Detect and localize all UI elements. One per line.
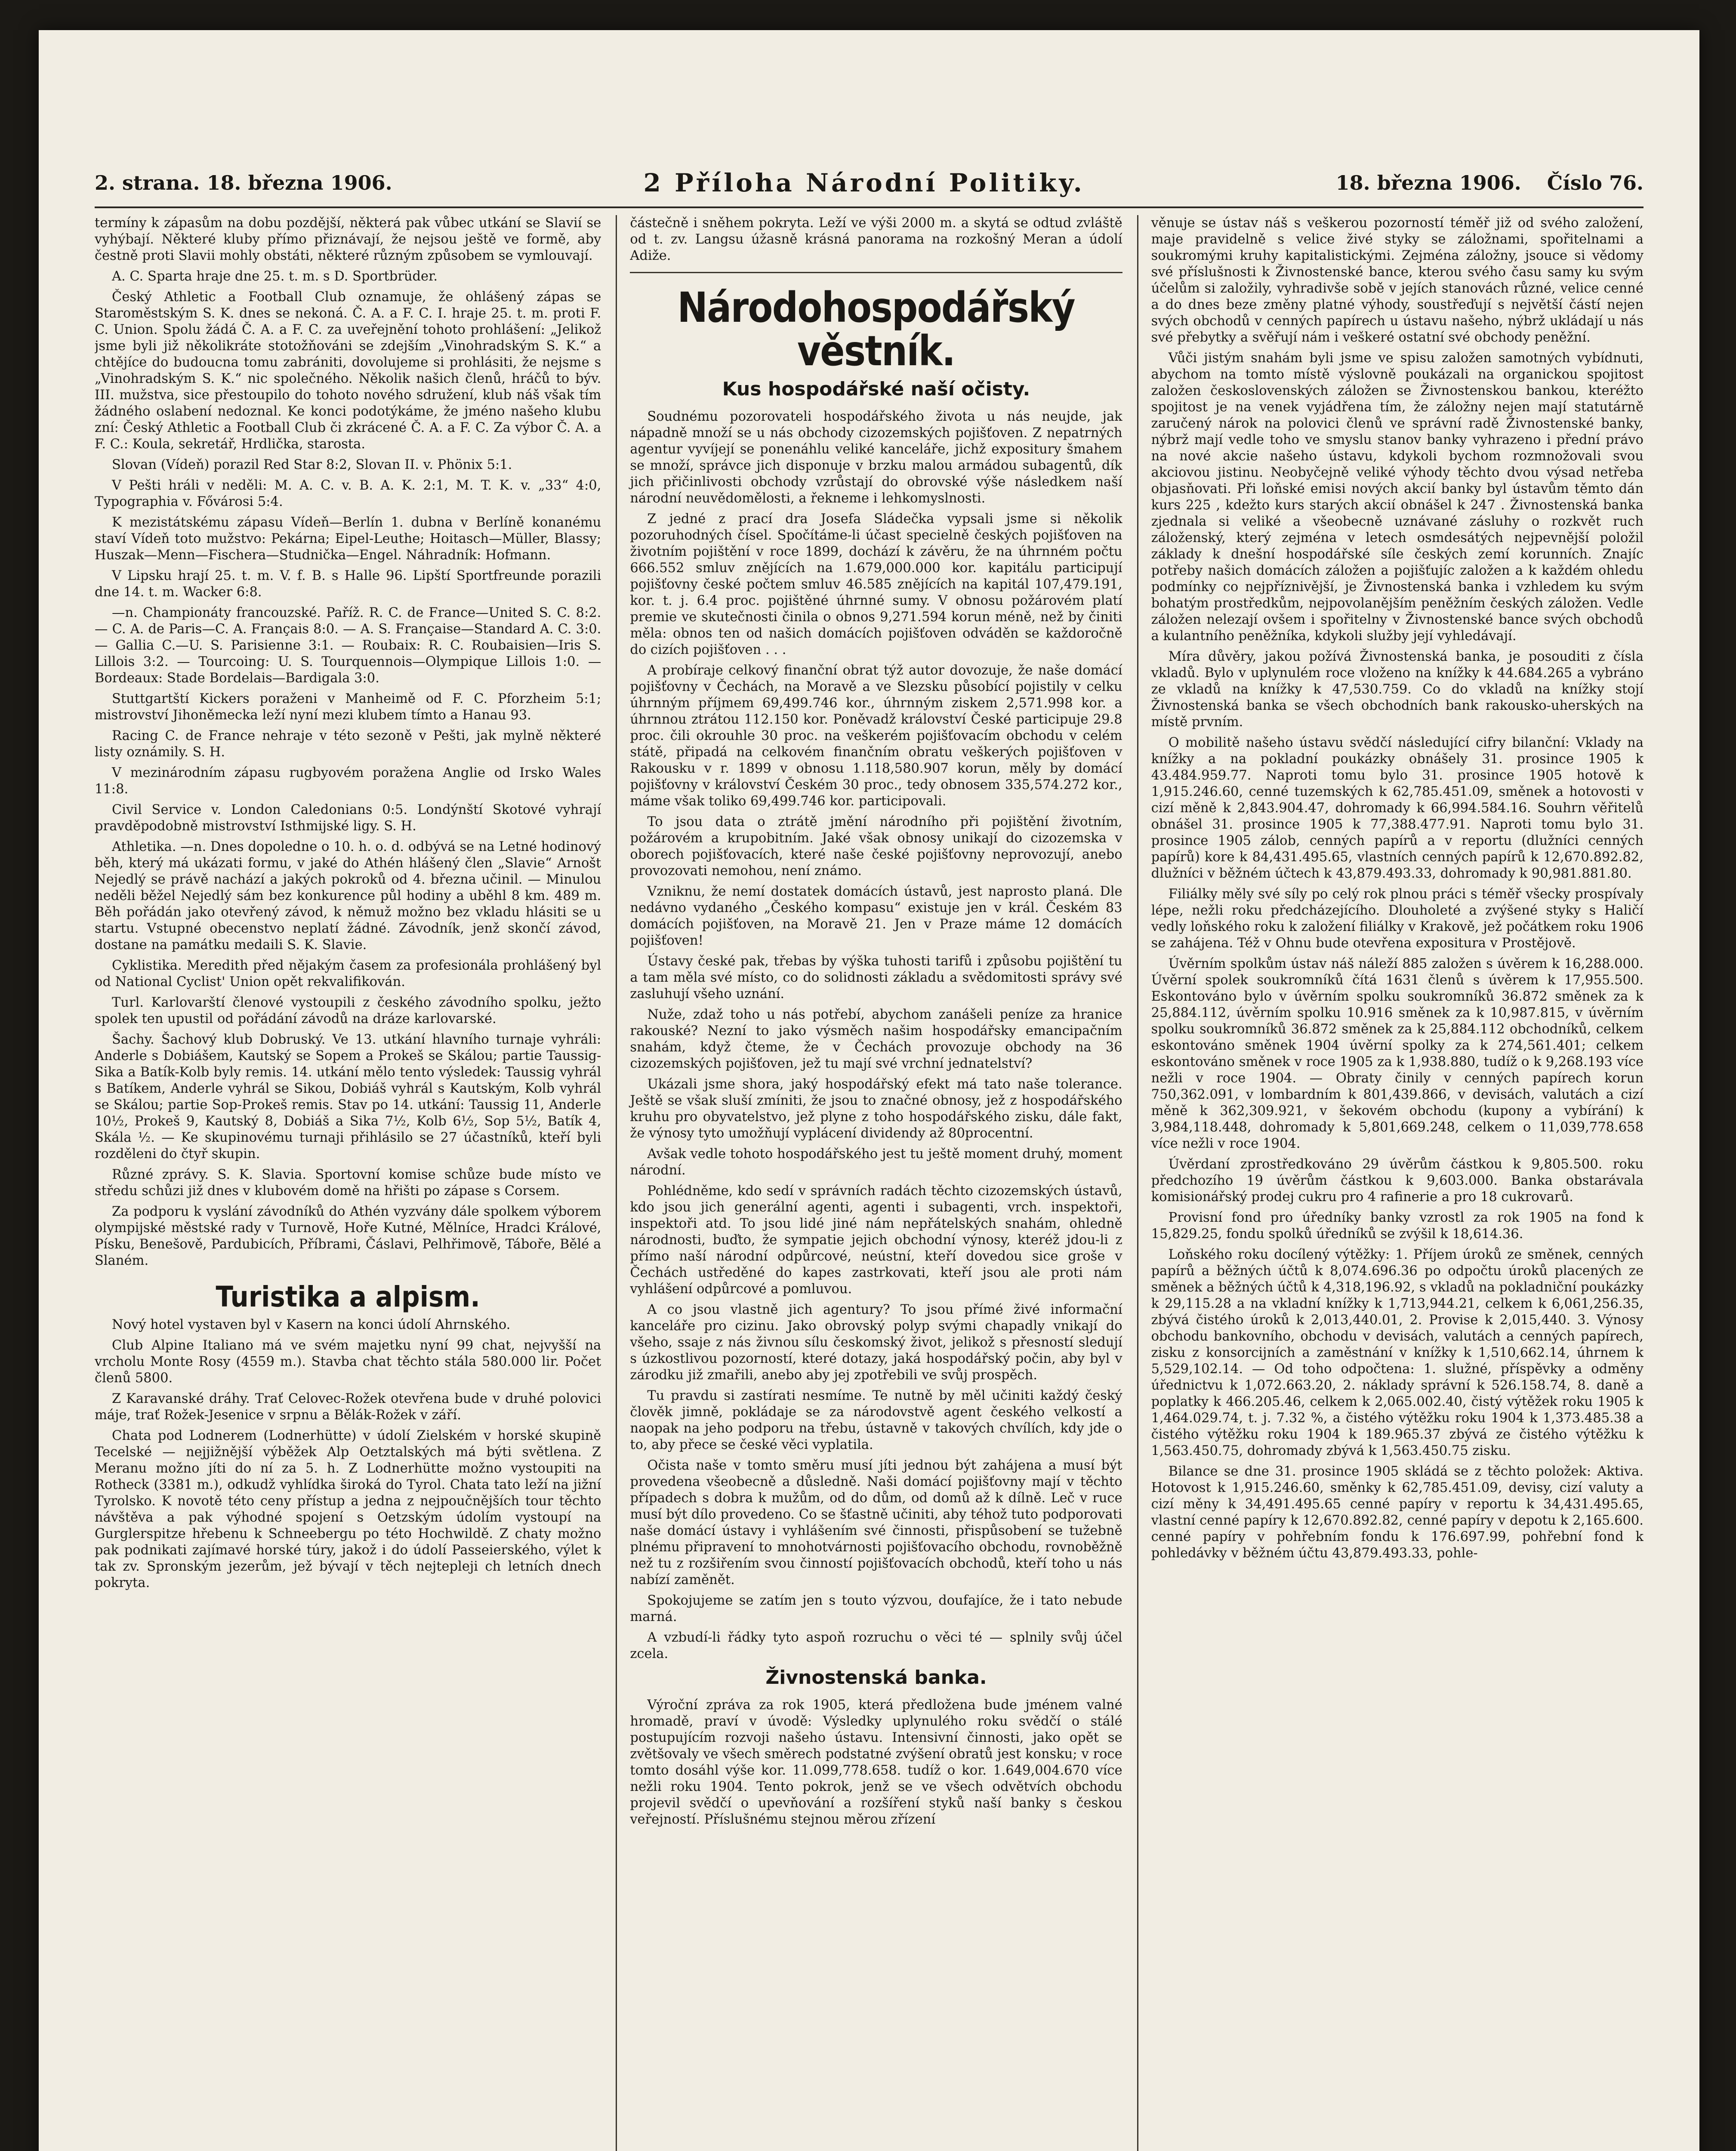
paragraph: částečně i sněhem pokryta. Leží ve výši 2000 m. a skytá se odtud zvláště od t. zv. Langsu úžasně krásná panorama na rozkošný Meran a údolí Adiže.	[630, 216, 1122, 263]
paragraph: Úvěrním spolkům ústav náš náleží 885 založen s úvěrem k 16,288.000. Úvěrní spolek soukromníků čítá 1631 členů s úvěrem k 17,955.500. Eskontováno bylo v úvěrním spolku soukromníků 36.872 směnek za k 25,884.112, úvěrním spolku 10.916 směnek za k 10,987.815, v úvěrním spolku soukromníků 36.872 směnek za k 25,884.112 obchodníků, celkem eskontováno směnek 1904 úvěrní spolky za k 274,561.401; celkem eskontováno směnek v roce 1905 za k 1,938.880, tudíž o k 9,268.193 více nežli v roce 1904. — Obraty činily v cenných papírech korun 750,362.091, v lombardním k 801,439.866, v devisách, valutách a cizí měně k 362,309.921, v šekovém obchodu (kupony a vybírání) k 3,984,118.448, dohromady k 5,801,669.248, celkem o 11,039,778.658 více nežli v roce 1904.	[1151, 956, 1643, 1151]
column-3	[1137, 215, 1643, 2151]
paragraph: Ukázali jsme shora, jaký hospodářský efekt má tato naše tolerance. Ještě se však sluší zmíniti, že jsou to značné obnosy, jež z hospodářského kruhu pro obyvatelstvo, jež plyne z toho hospodářského zisku, dále fakt, že výnosy tyto umožňují vyplácení dividendy až 80procentní.	[630, 1076, 1122, 1141]
paragraph: A vzbudí-li řádky tyto aspoň rozruchu o věci té — splnily svůj účel zcela.	[630, 1630, 1122, 1661]
section-heading-vestnik: Národohospodářský věstník.	[677, 284, 1075, 375]
paragraph: Loňského roku docílený výtěžky: 1. Příjem úroků ze směnek, cenných papírů a běžných účtů k 8,074.696.36 po odpočtu úroků placených ze směnek a běžných účtů k 4,318,196.92, s vkladů na pokladniční poukázky k 29,115.28 a na vkladní knížky k 1,713,944.21, celkem k 6,061,256.35, zbývá čistého úroků k 2,013,440.01, 2. Provise k 2,015,440. 3. Výnosy obchodu bankovního, obchodu v devisách, valutách a cenných papírech, zisku z konsorcijních a zaměstnání v knížky k 1,510,662.14, úhrnem k 5,529,102.14. — Od toho odpočtena: 1. služné, příspěvky a odměny úřednictvu k 1,072.663.20, 2. náklady správní k 526.158.74, 8. daně a poplatky k 466.205.46, celkem k 2,065.002.40, čistý výtěžek roku 1905 k 1,464.029.74, t. j. 7.32 %, a čistého výtěžku roku 1904 k 1,373.485.38 a čistého výtěžku roku 1904 k 189.965.37 zbývá ze čistého výtěžku k 1,563.450.75, dohromady zbývá k 1,563.450.75 zisku.	[1151, 1247, 1643, 1458]
paragraph: —n. Championáty francouzské. Paříž. R. C. de France—United S. C. 8:2. — C. A. de Paris—C. A. Français 8:0. — A. S. Française—Standard A. C. 3:0. — Gallia C.—U. S. Parisienne 3:1. — Roubaix: R. C. Roubaisien—Iris S. Lillois 3:2. — Tourcoing: U. S. Tourquennois—Olympique Lillois 1:0. — Bordeaux: Stade Bordelais—Bardigala 3:0.	[95, 605, 601, 686]
paragraph: Cyklistika. Meredith před nějakým časem za profesionála prohlášený byl od National Cyclist' Union opět rekvalifikován.	[95, 958, 601, 989]
text-columns	[95, 215, 1643, 2151]
paragraph: Očista naše v tomto směru musí jíti jednou být zahájena a musí být provedena všeobecně a důsledně. Naši domácí pojišťovny mají v těchto případech s dobra k mužům, od do dům, od domů až k dílně. Leč v ruce musí být dílo provedeno. Co se šťastně učiniti, aby téhož tuto podporovati naše domácí ústavy i vyhlášením své činnosti, přispůsobení se tužebně plnému připravení to mnohotvárnosti pojišťovacího obchodu, rovnoběžně než tu z rozšiřením svou činností pojišťovacích obchodů, kteří toho u nás nabízí zaměnět.	[630, 1458, 1122, 1587]
paragraph: Club Alpine Italiano má ve svém majetku nyní 99 chat, nejvyšší na vrcholu Monte Rosy (4559 m.). Stavba chat těchto stála 580.000 lir. Počet členů 5800.	[95, 1338, 601, 1386]
paragraph: V mezinárodním zápasu rugbyovém poražena Anglie od Irsko Wales 11:8.	[95, 765, 601, 797]
paragraph: V Lipsku hrají 25. t. m. V. f. B. s Halle 96. Lipští Sportfreunde porazili dne 14. t. m. Wacker 6:8.	[95, 568, 601, 600]
paragraph: Nový hotel vystaven byl v Kasern na konci údolí Ahrnského.	[112, 1317, 511, 1333]
newspaper-page	[39, 30, 1699, 2151]
page-header	[95, 159, 1643, 208]
paragraph: Míra důvěry, jakou požívá Živnostenská banka, je posouditi z čísla vkladů. Bylo v uplynulém roce vloženo na knížky k 44.684.265 a vybráno ze vkladů na knížky k 47,530.759. Co do vkladů na knížky stojí Živnostenská banka se všech obchodních bank rakousko-uherských na místě prvním.	[1151, 649, 1643, 730]
section-heading-turistika: Turistika a alpism.	[216, 1280, 480, 1313]
paragraph: Různé zprávy. S. K. Slavia. Sportovní komise schůze bude místo ve středu schůzi již dnes v klubovém domě na hřišti po zápase s Corsem.	[95, 1167, 601, 1199]
paragraph: Racing C. de France nehraje v této sezoně v Pešti, jak mylně některé listy oznámily. S. H.	[95, 728, 601, 760]
paragraph: A. C. Sparta hraje dne 25. t. m. s D. Sportbrüder.	[112, 269, 438, 284]
column-1	[95, 215, 601, 2151]
paragraph: Z Karavanské dráhy. Trať Celovec-Rožek otevřena bude v druhé polovici máje, trať Rožek-Jesenice v srpnu a Bělák-Rožek v září.	[95, 1391, 601, 1423]
paragraph: Český Athletic a Football Club oznamuje, že ohlášený zápas se Staroměstským S. K. dnes se nekoná. Č. A. a F. C. I. hraje 25. t. m. proti F. C. Union. Spolu žádá Č. A. a F. C. za uveřejnění tohoto prohlášení: „Jelikož jsme byli již několikráte stotožňováni se zdejším „Vinohradským S. K.“ a chtějíce do budoucna tomu zabrániti, dovolujeme si prohlásiti, že nejsme s „Vinohradským S. K.“ nic společného. Několik našich členů, hráčů to býv. III. mužstva, sice přestoupilo do tohoto nového sdružení, klub náš však tím žádného oslabení nedoznal. Ke konci podotýkáme, že jméno našeho klubu zní: Český Athletic a Football Club či zkrácené Č. A. a F. C. Za výbor Č. A. a F. C.: Koula, sekretář, Hrdlička, starosta.	[95, 290, 601, 452]
paragraph: Chata pod Lodnerem (Lodnerhütte) v údolí Zielském v horské skupině Tecelské — nejjižnější výběžek Alp Oetztalských má býti světlena. Z Meranu možno jíti do ní za 5. h. Z Lodnerhütte možno vystoupiti na Rotheck (3381 m.), odkudž vyhlídka široká do Tyrol. Chata tato leží na jižní Tyrolsko. K novotě této ceny přístup a jedna z nejpoučnějších tour těchto návštěva a pak výhodné spojení s Oetzským údolím vystoupí na Gurglerspitze hřebenu k Schneebergu po této Hochwildě. Z chaty možno pak podnikati zajímavé horské túry, jakož i do údolí Passeierského, výlet k tak zv. Spronským jezerům, jež bývají v těch nejtepleji ch letních dnech pokryta.	[95, 1428, 601, 1591]
paragraph: Vzniknu, že nemí dostatek domácích ústavů, jest naprosto planá. Dle nedávno vydaného „Českého kompasu“ existuje jen v král. Českém 83 domácích pojišťoven, na Moravě 21. Jen v Praze máme 12 domácích pojišťoven!	[630, 884, 1122, 948]
masthead-title: 2 Příloha Národní Politiky.	[643, 168, 1085, 197]
paragraph: Spokojujeme se zatím jen s touto výzvou, doufajíce, že i tato nebude marná.	[630, 1593, 1122, 1624]
paragraph: Ústavy české pak, třebas by výška tuhosti tarifů i způsobu pojištění tu a tam měla své místo, co do solidnosti základu a svědomitosti správy své zasluhují všeho uznání.	[630, 953, 1122, 1002]
paragraph: Pohlédněme, kdo sedí v správních radách těchto cizozemských ústavů, kdo jsou jich generální agenti, agenti i subagenti, vrch. inspektoři, inspektoři atd. To jsou lidé jiné nám nepřátelských snahám, ohledně národnosti, buďto, že sympatie jejich obchodní výnosy, kteréž jdou-li z přímo naší národní odpůrcové, neústní, kteří dovedou sice groše v Čechách ustředěné do kapes zastrkovati, kteří jsou ale proti nám vyhlášení odpůrcové a pomluvou.	[630, 1183, 1122, 1297]
paragraph: To jsou data o ztrátě jmění národního při pojištění životním, požárovém a krupobitním. Jaké však obnosy unikají do cizozemska v oborech pojišťovacích, které naše české pojišťovny neprovozují, anebo provozovati nemohou, není známo.	[630, 814, 1122, 878]
paragraph: Výroční zpráva za rok 1905, která předložena bude jménem valné hromadě, praví v úvodě: Výsledky uplynulého roku svědčí o stálé postupujícím rozvoji našeho ústavu. Intensivní činnosti, jako opět se zvětšovaly ve všech směrech podstatné zvýšení obratů jest konsku; v roce tomto dosáhl výše kor. 11.099,778.658. tudíž o kor. 1.649,004.670 více nežli roku 1904. Tento pokrok, jenž se ve všech odvětvích obchodu projevil svědčí o upevňování a rozšíření styků naší banky s českou veřejností. Příslušnému stejnou měrou zřízení	[630, 1697, 1122, 1827]
header-right	[1336, 171, 1643, 194]
paragraph: Stuttgartští Kickers poraženi v Manheimě od F. C. Pforzheim 5:1; mistrovství Jihoněmecka leží nyní mezi klubem tímto a Hanau 93.	[95, 691, 601, 723]
paragraph: Avšak vedle tohoto hospodářského jest tu ještě moment druhý, moment národní.	[630, 1146, 1122, 1178]
paragraph: A probíraje celkový finanční obrat týž autor dovozuje, že naše domácí pojišťovny v Čechách, na Moravě a ve Slezsku působící pojistily v celku úhrnným příjmem 69,499.746 kor., úhrnným ziskem 2,571.998 kor. a úhrnnou ztrátou 112.150 kor. Poněvadž království České participuje 29.8 proc. čili okrouhle 30 proc. na veškerém pojišťovacím obchodu v celém státě, připadá na celkovém finančním obratu veškerých pojišťoven v Rakousku v r. 1899 v obnosu 1.118,580.907 korun, měly by domácí pojišťovny v království Českém 30 proc., tedy obnosem 335,574.272 kor., máme však toliko 69,499.746 kor. participovali.	[630, 663, 1122, 809]
paragraph: Nuže, zdaž toho u nás potřebí, abychom zanášeli peníze za hranice rakouské? Nezní to jako výsměch našim hospodářsky emancipačním snahám, když čteme, že v Čechách provozuje obchody na 36 cizozemských pojišťoven, jež tu mají své vrchní jednatelství?	[630, 1007, 1122, 1071]
paragraph: Soudnému pozorovateli hospodářského života u nás neujde, jak nápadně množí se u nás obchody cizozemských pojišťoven. Z nepatrných agentur vyvíjejí se ponenáhlu veliké kanceláře, jichž expositury šmahem se množí, správce jich disponuje v brzku malou armádou subagentů, dík jich přičinlivosti obchody vzrůstají do obrovské výše následkem naší národní neuvědomělosti, a řekneme i lehkomyslnosti.	[630, 409, 1122, 506]
issue-number: Číslo 76.	[1547, 171, 1643, 194]
article-title: Kus hospodářské naší očisty.	[722, 378, 1030, 400]
paragraph: Šachy. Šachový klub Dobruský. Ve 13. utkání hlavního turnaje vyhráli: Anderle s Dobiášem, Kautský se Sopem a Prokeš se Skálou; partie Taussig-Sika a Batík-Kolb byly remis. 14. utkání mělo tento výsledek: Taussig vyhrál s Batíkem, Anderle vyhrál se Sikou, Dobiáš vyhrál s Kautským, Kolb vyhrál se Skálou; partie Sop-Prokeš remis. Stav po 14. utkání: Taussig 11, Anderle 10½, Prokeš 9, Kautský 8, Dobiáš a Sika 7½, Kolb 6½, Sop 5½, Batík 4, Skála ½. — Ke skupinovému turnaji přihlásilo se 27 účastníků, kteří byli rozděleni do čtyř skupin.	[95, 1032, 601, 1162]
paragraph: Bilance se dne 31. prosince 1905 skládá se z těchto položek: Aktiva. Hotovost k 1,915.246.60, směnky k 62,785.451.09, devisy, cizí valuty a cizí měny k 34,491.495.65 cenné papíry v reportu k 34,431.495.65, vlastní cenné papíry k 12,670.892.82, cenné papíry v depotu k 2,165.600. cenné papíry v pohřebním fondu k 176.697.99, pohřební fond k pohledávky v běžném účtu 43,879.493.33, pohle-	[1151, 1464, 1643, 1561]
paragraph: Vůči jistým snahám byli jsme ve spisu založen samotných vybídnuti, abychom na tomto místě výslovně poukázali na organickou spojitost založen československých záložen se Živnostenskou bankou, kteréžto spojitost je na venek vyjádřena tím, že záložny nejen mají statutárně zaručený nárok na polovici členů ve správní radě Živnostenské banky, nýbrž mají vedle toho ve smyslu stanov banky vyhrazeno i přední právo na nové akcie našeho ústavu, kdykoli bychom rozmnožovali svou akciovou jistinu. Neobyčejně veliké výhody těchto dvou výsad netřeba objasňovati. Při loňské emisi nových akcií banky byl ústavům těmto dán kurs 225 , kdežto kurs starých akcií obnášel k 247 . Živnostenská banka zjednala si veliké a všeobecně uznávané zásluhy o rozkvět ruch záloženský, který zejména v letech osmdesátých nejpevnější položil základy k dnešní hospodářské síle českých zemí korunních. Znajíc potřeby našich domácích záložen a pojišťujíc založen a k každém ohledu podmínky co nejpříznivější, je Živnostenská banka i vzhledem ku svým bohatým prostředkům, nejpovolanějším peněžním českých záložen. Vedle záložen nelezají ovšem i spořitelny v Živnostenské bance svých obchodů a kulantního peněžníka, kdykoli služby její vyhledávají.	[1151, 351, 1643, 644]
paragraph: věnuje se ústav náš s veškerou pozorností téměř již od svého založení, maje pravidelně s velice živé styky se záložnami, spořitelnami a soukromými kruhy kapitalistickými. Zejména záložny, jsouce si vědomy své příslušnosti k Živnostenské bance, kterou svého času samy ku svým účelům si založily, vyhradivše sobě v jejích stanovách různé, velice cenné a do dnes beze změny platné výhody, soustřeďují s největší částí nejen svých obchodů v cenných papírech u ústavu našeho, nýbrž ukládají u nás své přebytky a svěřují nám i veškeré ostatní své obchody peněžní.	[1151, 216, 1643, 345]
column-2	[616, 215, 1122, 2151]
paragraph: Athletika. —n. Dnes dopoledne o 10. h. o. d. odbývá se na Letné hodinový běh, který má ukázati formu, v jaké do Athén hlášený člen „Slavie“ Arnošt Nejedlý se právě nachází a jakých pokroků od 4. března učinil. — Minulou neděli běžel Nejedlý sám bez konkurence půl hodiny a uběhl 8 km. 489 m. Běh pořádán jako otevřený závod, k němuž možno bez vkladu hlásiti se u startu. Vstupné obecenstvo neplatí žádné. Závodník, jenž skončí závod, dostane na památku medaili S. K. Slavie.	[95, 839, 601, 952]
paragraph: A co jsou vlastně jich agentury? To jsou přímé živé informační kanceláře pro cizinu. Jako obrovský polyp svými chapadly vnikají do všeho, ssaje z nás živnou sílu českomský život, jelikož s přesností sledují s úzkostlivou pozorností, které dotazy, jaká hospodářský počin, aby byl v zárodku již zmařili, anebo aby jej zpotřebili ve svůj prospěch.	[630, 1302, 1122, 1383]
paragraph: K mezistátskému zápasu Vídeň—Berlín 1. dubna v Berlíně konanému staví Vídeň toto mužstvo: Pekárna; Eipel-Leuthe; Hoitasch—Müller, Blassy; Huszak—Menn—Fischera—Studnička—Engel. Náhradník: Hofmann.	[95, 515, 601, 563]
issue-date: 18. března 1906.	[1335, 171, 1521, 194]
paragraph: Za podporu k vyslání závodníků do Athén vyzvány dále spolkem výborem olympijské městské rady v Turnově, Hoře Kutné, Mělníce, Hradci Králové, Písku, Benešově, Pardubicích, Příbrami, Čáslavi, Pelhřimově, Táboře, Bělé a Slaném.	[95, 1204, 601, 1268]
paragraph: Z jedné z prací dra Josefa Sládečka vypsali jsme si několik pozoruhodných čísel. Spočítáme-li účast specielně českých pojišťoven na životním pojištění v roce 1899, dochází k závěru, že na úhrnném počtu 666.552 smluv znějících na 1.679,000.000 kor. kapitálu participují pojišťovny české počtem smluv 46.585 znějících na kapitál 107,479.191, kor. t. j. 6.4 proc. pojištěné úhrnné sumy. V obnosu požárovém platí premie ve skutečnosti činila o obnos 9,271.594 korun méně, než by činiti měla: obnos ten od našich domácích pojišťoven odváděn se každoročně do cizích pojišťoven . . .	[630, 511, 1122, 657]
paragraph: V Pešti hráli v neděli: M. A. C. v. B. A. K. 2:1, M. T. K. v. „33“ 4:0, Typographia v. Fővárosi 5:4.	[95, 478, 601, 509]
paragraph: termíny k zápasům na dobu pozdější, některá pak vůbec utkání se Slavií se vyhýbají. Některé kluby přímo přiznávají, že nejsou ještě ve formě, aby čestně proti Slavii mohly obstáti, některé různým způsobem se vymlouvají.	[95, 216, 601, 263]
paragraph: Filiálky měly své síly po celý rok plnou práci s téměř všecky prospívaly lépe, nežli roku předcházejícího. Dlouholeté a zvýšené styky s Haličí vedly loňského roku k založení filiálky v Krakově, jež počátkem roku 1906 se zahájena. Též v Ohnu bude otevřena expositura v Prostějově.	[1151, 887, 1643, 951]
paragraph: Tu pravdu si zastírati nesmíme. Te nutně by měl učiniti každý český člověk jimně, pokládaje se za národovstvě agent českého velkostí a naopak na jeho podporu na třebu, ústavně v takových chvílích, kdy jde o to, aby přece se české věci vyplatila.	[630, 1388, 1122, 1452]
paragraph: Civil Service v. London Caledonians 0:5. Londýnští Skotové vyhrají pravděpodobně mistrovství Isthmijské ligy. S. H.	[95, 802, 601, 834]
page-number-date: 2. strana. 18. března 1906.	[95, 171, 392, 194]
paragraph: Slovan (Vídeň) porazil Red Star 8:2, Slovan II. v. Phönix 5:1.	[112, 457, 512, 472]
paragraph: Turl. Karlovarští členové vystoupili z českého závodního spolku, ježto spolek ten upustil od pořádání závodů na dráze karlovarské.	[95, 995, 601, 1026]
paragraph: Úvěrdaní zprostředkováno 29 úvěrům částkou k 9,805.500. roku předchozího 19 úvěrům částkou k 9,603.000. Banka obstarávala komisionářský prodej cukru pro 4 rafinerie a pro 18 cukrovarů.	[1151, 1157, 1643, 1205]
paragraph: Provisní fond pro úředníky banky vzrostl za rok 1905 na fond k 15,829.25, fondu spolků úředníků se zvýšil k 18,614.36.	[1151, 1210, 1643, 1242]
article-title-zivnostenska: Živnostenská banka.	[765, 1666, 987, 1689]
divider	[630, 272, 1122, 273]
paragraph: O mobilitě našeho ústavu svědčí následující cifry bilanční: Vklady na knížky a na pokladní poukázky obnášely 31. prosince 1905 k 43.484.959.77. Naproti tomu bylo 31. prosince 1905 hotově k 1,915.246.60, cenné tuzemských k 62,785.451.09, směnek a hotovosti v cizí měně k 2,843.904.47, dohromady k 66,994.584.16. Souhrn věřitelů obnášel 31. prosince 1905 k 77,388.477.91. Naproti tomu bylo 31. prosince 1905 zálob, cenných papírů a v reportu (dlužníci cenných papírů) kore k 84,431.495.65, vlastních cenných papírů k 12,670.892.82, dlužníci v běžném účtech k 43,879.493.33, dohromady k 90,981.881.80.	[1151, 735, 1643, 881]
